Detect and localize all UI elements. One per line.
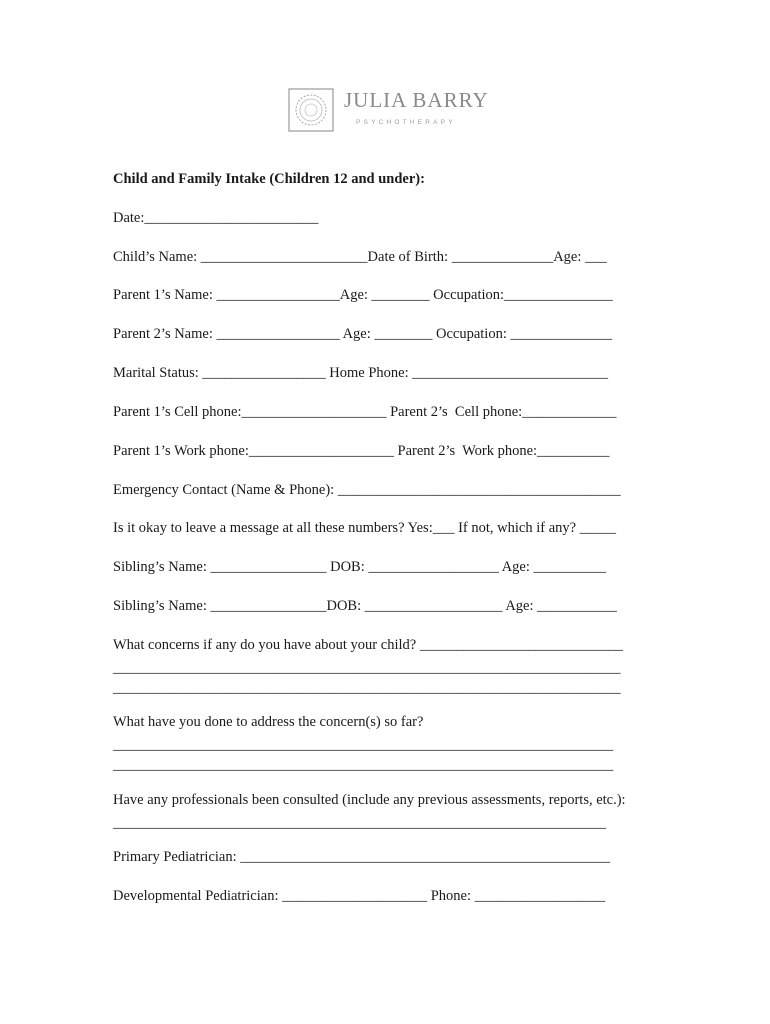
logo xyxy=(288,86,488,136)
primary-pediatrician-line: Primary Pediatrician: ___________________________________________________ xyxy=(113,849,610,865)
parent2-name-line: Parent 2’s Name: _________________ Age: ________ Occupation: ______________ xyxy=(113,326,612,342)
work-phone-line: Parent 1’s Work phone:____________________ Parent 2’s Work phone:__________ xyxy=(113,443,610,459)
addressed-blank-2: _____________________________________________________________________ xyxy=(113,757,614,773)
sibling2-line: Sibling’s Name: ________________DOB: ___________________ Age: ___________ xyxy=(113,598,617,614)
logo-name: JULIA BARRY xyxy=(344,88,489,112)
message-permission-line: Is it okay to leave a message at all these numbers? Yes:___ If not, which if any? _____ xyxy=(113,520,616,536)
date-line: Date:________________________ xyxy=(113,210,319,226)
emergency-contact-line: Emergency Contact (Name & Phone): _______________________________________ xyxy=(113,482,621,498)
professionals-line: Have any professionals been consulted (include any previous assessments, reports, etc.): xyxy=(113,792,626,808)
addressed-concerns-line: What have you done to address the concern(s) so far? xyxy=(113,714,424,730)
concerns-blank-1: ______________________________________________________________________ xyxy=(113,660,621,676)
parent1-name-line: Parent 1’s Name: _________________Age: ________ Occupation:_______________ xyxy=(113,287,613,303)
form-title: Child and Family Intake (Children 12 and under): xyxy=(113,171,425,187)
sibling1-line: Sibling’s Name: ________________ DOB: __________________ Age: __________ xyxy=(113,559,606,575)
logo-subtitle: PSYCHOTHERAPY xyxy=(356,119,456,126)
logo-emblem-icon xyxy=(288,88,334,132)
addressed-blank-1: _____________________________________________________________________ xyxy=(113,737,614,753)
marital-status-line: Marital Status: _________________ Home Phone: ___________________________ xyxy=(113,365,608,381)
professionals-blank: ____________________________________________________________________ xyxy=(113,815,606,831)
concerns-line: What concerns if any do you have about your child? ____________________________ xyxy=(113,637,623,653)
child-name-line: Child’s Name: _______________________Date of Birth: ______________Age: ___ xyxy=(113,249,607,265)
developmental-pediatrician-line: Developmental Pediatrician: ____________________ Phone: __________________ xyxy=(113,888,606,904)
concerns-blank-2: ______________________________________________________________________ xyxy=(113,680,621,696)
cell-phone-line: Parent 1’s Cell phone:____________________ Parent 2’s Cell phone:_____________ xyxy=(113,404,617,420)
